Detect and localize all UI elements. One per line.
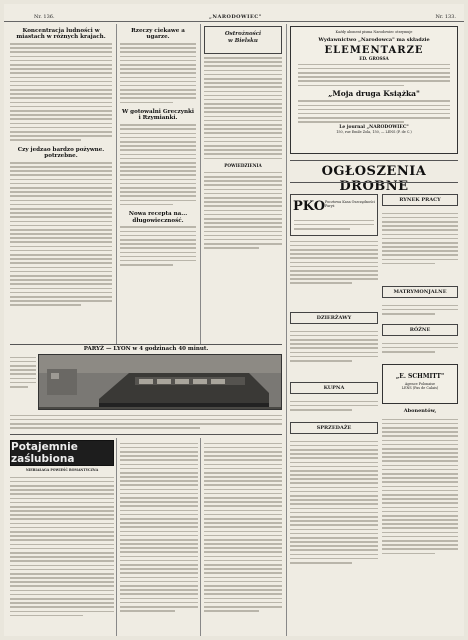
- article-body: [10, 162, 112, 306]
- section-matrimonial: MATRYMONJALNE: [382, 286, 458, 298]
- novel-text-1: [10, 474, 114, 636]
- article-heading: Koncentracja ludności w miastach w różnych krajach.: [16, 28, 106, 41]
- article-body: [120, 226, 196, 265]
- article-heading: W gotowalni Greczynki i Rzymianki.: [121, 109, 195, 122]
- section-leases: DZIERŻAWY: [290, 312, 378, 324]
- ad-address-2: 150, rue Emile Zola, 150, — LENS (P. de C.): [336, 130, 412, 135]
- ad-top-notice: Kaźdy abonent pisma Narodowiec otrzymuje: [335, 30, 413, 34]
- schmitt-name: „E. SCHMITT": [395, 373, 445, 380]
- section-sell: SPRZEDAŻE: [290, 422, 378, 434]
- column-2: [120, 26, 196, 344]
- newspaper-page: [4, 4, 464, 636]
- classifieds-body: [290, 238, 378, 308]
- article-body: [204, 172, 282, 249]
- article-body: [120, 43, 196, 103]
- ad-book-title: ELEMENTARZE: [324, 45, 424, 56]
- train-illustration: [39, 355, 282, 410]
- newspaper-title: „NARODOWIEC": [209, 14, 262, 20]
- photo-caption: PARYŻ — LYON w 4 godzinach 40 minut.: [83, 346, 209, 352]
- novel-subtitle: NIEBIAŁAGA POWIEŚĆ ROMANTYCZNA: [25, 468, 99, 472]
- section-buy: KUPNA: [290, 382, 378, 394]
- novel-text-2: [120, 440, 198, 636]
- pko-ad: [290, 194, 378, 236]
- train-photo: [38, 354, 282, 410]
- schmitt-ad: [382, 364, 458, 404]
- classifieds-title: OGŁOSZENIA DROBNE: [321, 164, 427, 194]
- article-heading: Czy jedzao bardzo pożywne. potrzebne.: [17, 146, 105, 160]
- column-1: [10, 26, 112, 344]
- pko-subtitle: Pocztowa Kasa Oszczędności Paryż: [325, 200, 375, 209]
- section-various: RÓŻNE: [382, 324, 458, 336]
- page-header: [4, 4, 464, 22]
- photo-description: [10, 412, 282, 434]
- publisher-ad: [290, 26, 458, 154]
- column-rule: [200, 24, 201, 344]
- column-3: [204, 26, 282, 344]
- abonenci-heading: Abonentów,: [403, 408, 437, 414]
- ad-publisher: Wydawnictwo „Narodowca" ma składzie: [318, 37, 430, 43]
- ad-address: Le journal „NARODOWIEC": [339, 125, 409, 131]
- ad-book-title-2: „Moja druga Książka": [328, 88, 420, 98]
- ad-book-author: ED. GROSSA: [359, 56, 389, 61]
- article-body: [10, 43, 112, 141]
- schmitt-subtitle: Agence Polonaise: [404, 382, 436, 386]
- pko-logo: PKO: [293, 199, 326, 214]
- article-heading: Nowa recepta na... długowieczność.: [128, 211, 188, 224]
- article-body: [120, 124, 196, 205]
- schmitt-city: LENS (Pas de Calais): [401, 386, 439, 390]
- page-number-left: Nr. 136.: [34, 14, 55, 20]
- novel-title: Potajemnie zaślubiona: [10, 440, 114, 466]
- column-rule: [116, 24, 117, 344]
- article-heading: POWIEDZIENIA: [224, 163, 262, 169]
- article-body: [204, 57, 282, 159]
- novel-text-3: [204, 440, 282, 636]
- column-rule: [286, 24, 287, 636]
- section-logo: Ostrożności w Bielsku: [204, 26, 282, 54]
- article-heading: Rzeczy ciekawe a ugarze.: [131, 28, 185, 41]
- section-jobs: RYNEK PRACY: [382, 194, 458, 206]
- page-number-right: Nr. 133.: [435, 14, 456, 20]
